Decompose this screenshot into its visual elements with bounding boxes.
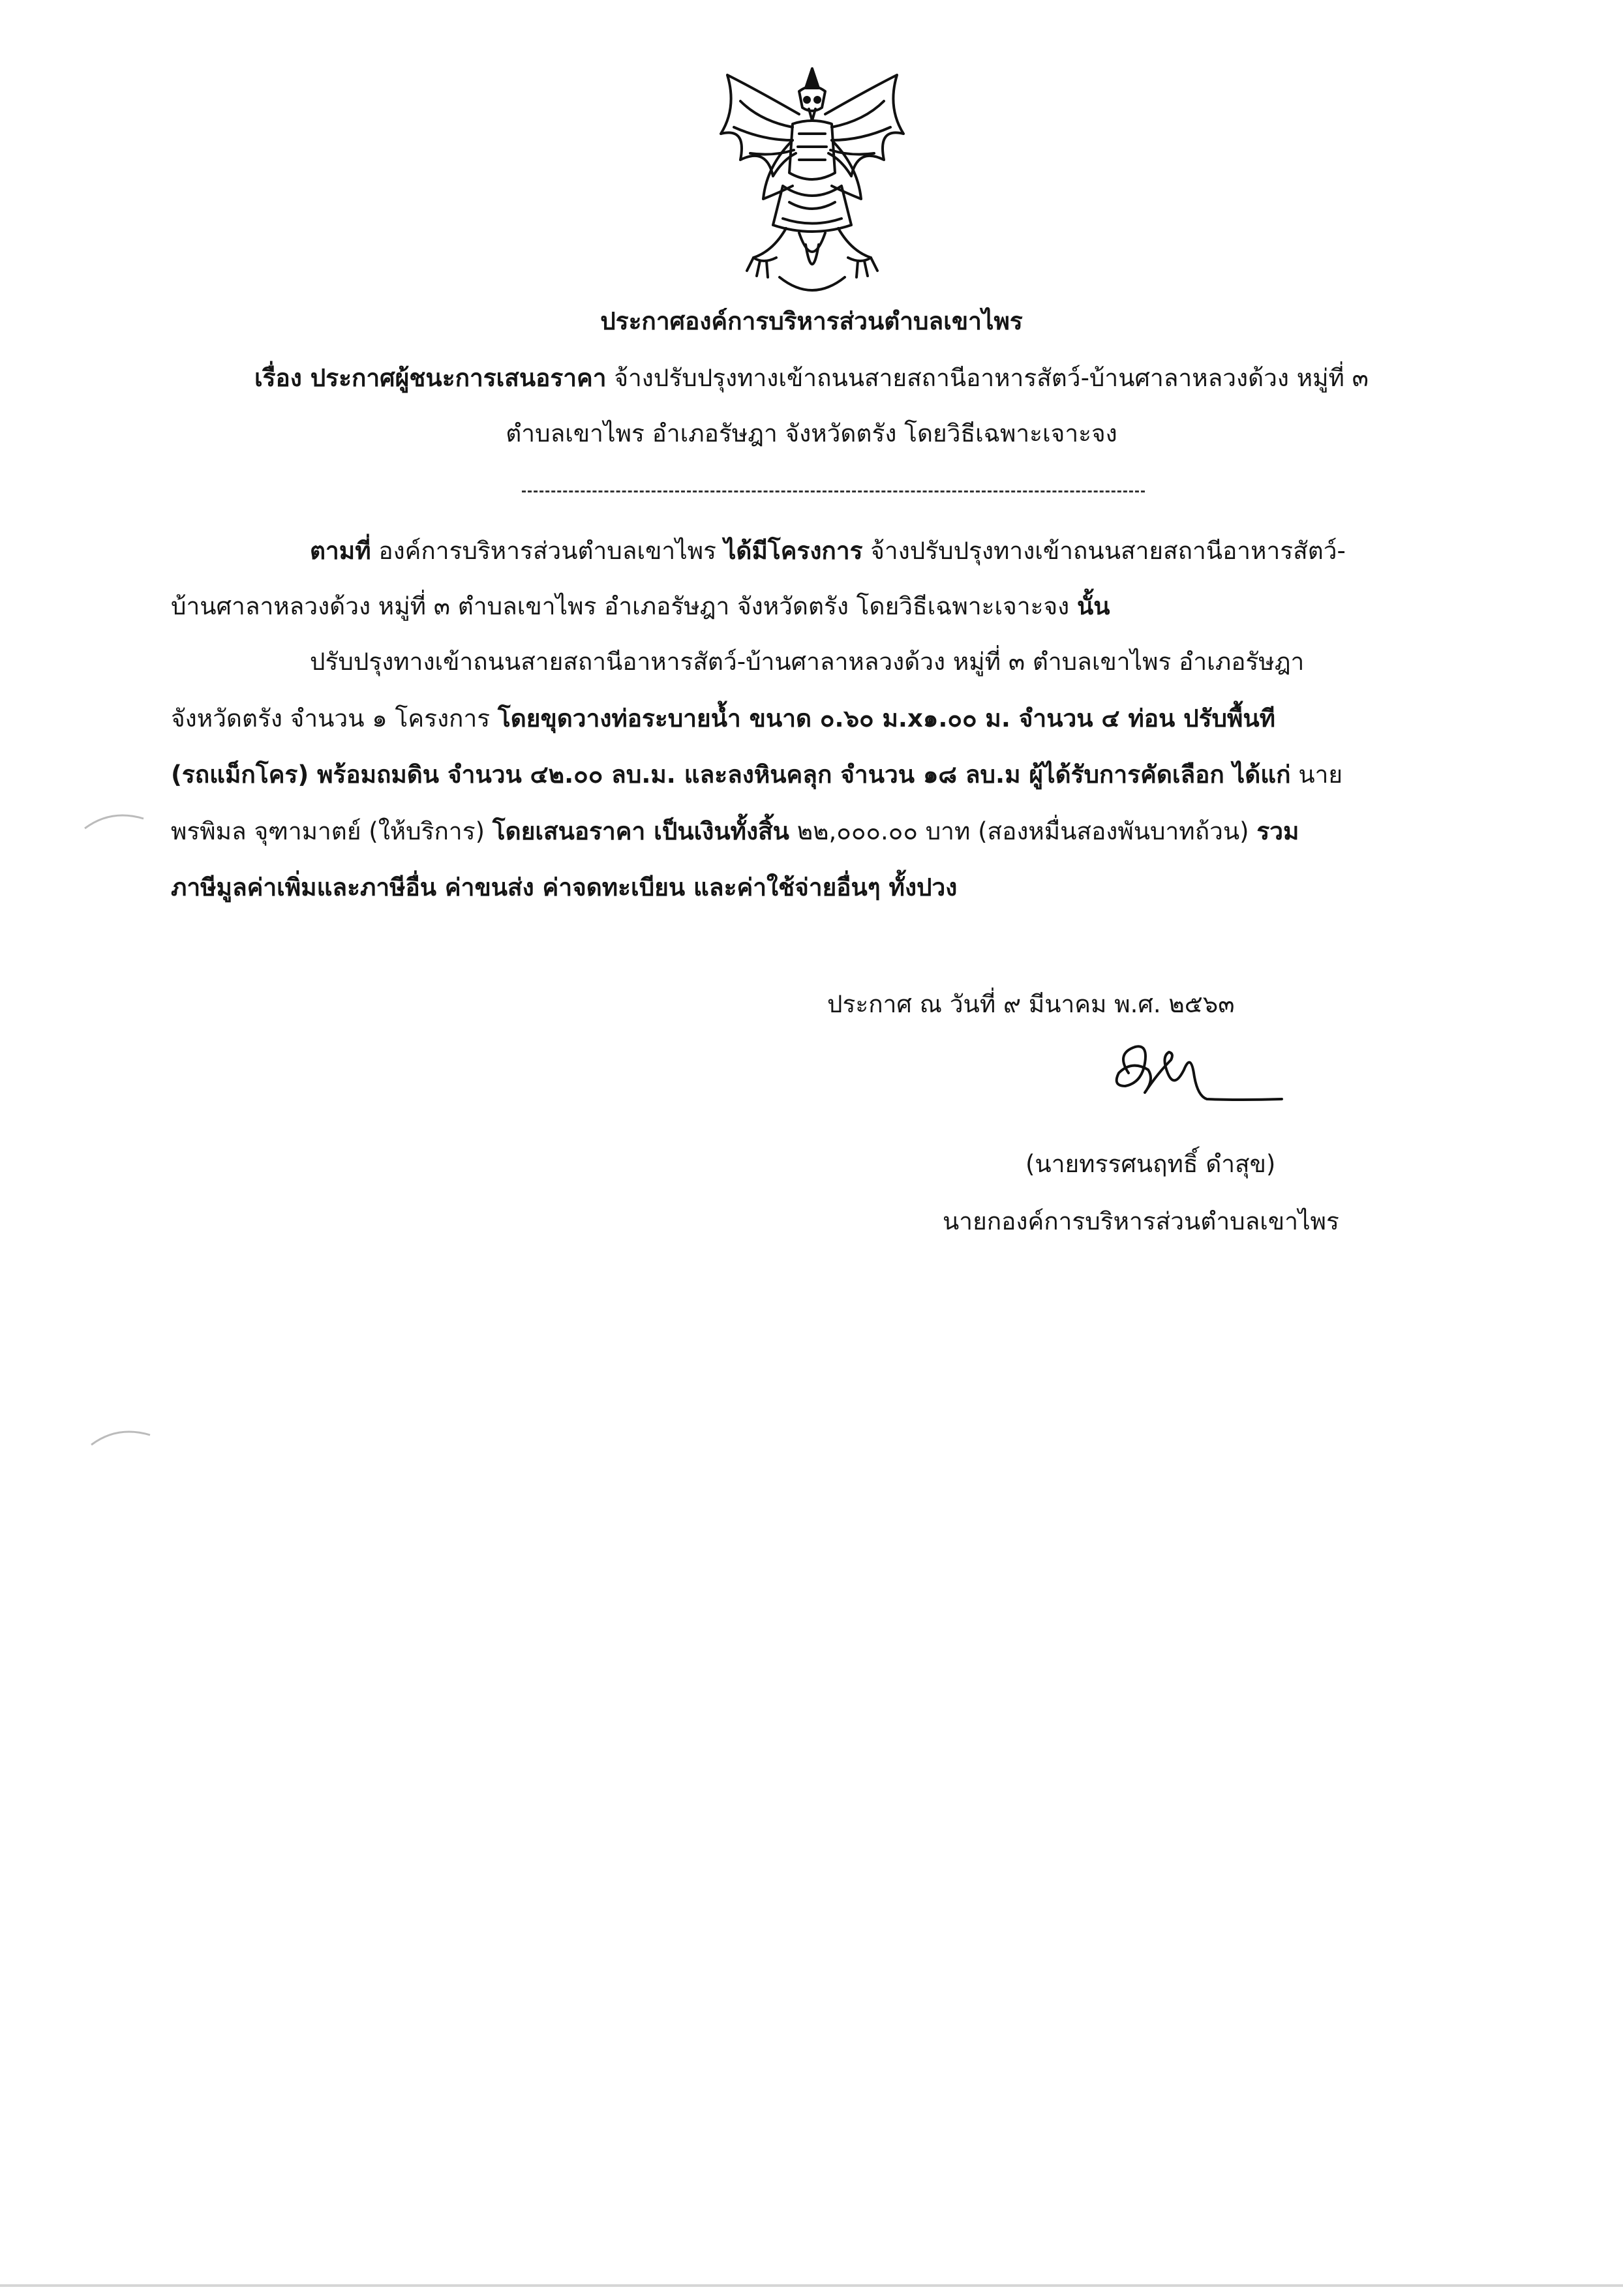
p1-org: องค์การบริหารส่วนตำบลเขาไพร: [378, 537, 717, 565]
punch-hole-mark-lower: [85, 1422, 157, 1448]
scan-edge-line: [0, 2284, 1623, 2287]
dashed-divider: [522, 491, 1145, 492]
punch-hole-mark-upper: [78, 806, 150, 832]
paragraph-2-line-1: ปรับปรุงทางเข้าถนนสายสถานีอาหารสัตว์-บ้านศาลาหลวงด้วง หมู่ที่ ๓ ตำบลเขาไพร อำเภอรัษฎา: [310, 648, 1305, 676]
p2-winner-prefix: นาย: [1298, 761, 1343, 789]
signer-position: นายกองค์การบริหารส่วนตำบลเขาไพร: [943, 1207, 1339, 1235]
paragraph-1-line-2: [171, 590, 1110, 623]
subject-text-1: จ้างปรับปรุงทางเข้าถนนสายสถานีอาหารสัตว์-บ้านศาลาหลวงด้วง หมู่ที่ ๓: [614, 364, 1369, 392]
announcement-title: ประกาศองค์การบริหารส่วนตำบลเขาไพร: [600, 307, 1023, 335]
p1-project: จ้างปรับปรุงทางเข้าถนนสายสถานีอาหารสัตว์-: [870, 537, 1346, 565]
paragraph-2-line-3: [171, 759, 1342, 791]
paragraph-2-line-2: [171, 702, 1275, 735]
garuda-emblem: [701, 62, 923, 310]
p2-price-label: โดยเสนอราคา เป็นเงินทั้งสิ้น: [492, 817, 789, 845]
p1-project-label: ได้มีโครงการ: [723, 537, 863, 565]
p1-project-cont: บ้านศาลาหลวงด้วง หมู่ที่ ๓ ตำบลเขาไพร อำเภอรัษฎา จังหวัดตรัง โดยวิธีเฉพาะเจาะจง: [171, 592, 1070, 620]
paragraph-2-line-4: [171, 815, 1299, 848]
p2-quantity: จังหวัดตรัง จำนวน ๑ โครงการ: [171, 704, 491, 733]
paragraph-1-line-1: [310, 535, 1346, 567]
p1-end: นั้น: [1077, 592, 1110, 620]
announce-date: ประกาศ ณ วันที่ ๙ มีนาคม พ.ศ. ๒๕๖๓: [827, 990, 1235, 1018]
p2-work-detail: โดยขุดวางท่อระบายน้ำ ขนาด ๐.๖๐ ม.x๑.๐๐ ม. จำนวน ๔ ท่อน ปรับพื้นที: [497, 704, 1276, 733]
p2-winner-name: พรพิมล จุฑามาตย์ (ให้บริการ): [171, 817, 485, 845]
subject-label: เรื่อง ประกาศผู้ชนะการเสนอราคา: [254, 364, 607, 392]
p2-price-amount: ๒๒,๐๐๐.๐๐ บาท (สองหมื่นสองพันบาทถ้วน): [796, 817, 1249, 845]
announcement-subject-line-1: [0, 362, 1623, 395]
signature: [1109, 1034, 1285, 1122]
subject-text-2: ตำบลเขาไพร อำเภอรัษฎา จังหวัดตรัง โดยวิธีเฉพาะเจาะจง: [506, 419, 1117, 447]
p1-intro: ตามที่: [310, 537, 371, 565]
paragraph-2-line-5: ภาษีมูลค่าเพิ่มและภาษีอื่น ค่าขนส่ง ค่าจดทะเบียน และค่าใช้จ่ายอื่นๆ ทั้งปวง: [171, 873, 958, 901]
p2-price-include: รวม: [1256, 817, 1299, 845]
signer-name: (นายทรรศนฤทธิ์ ดำสุข): [1025, 1150, 1276, 1178]
p2-work-detail-cont: (รถแม็กโคร) พร้อมถมดิน จำนวน ๔๒.๐๐ ลบ.ม. และลงหินคลุก จำนวน ๑๘ ลบ.ม ผู้ได้รับการคัดเลือก ได้แก่: [171, 761, 1291, 789]
